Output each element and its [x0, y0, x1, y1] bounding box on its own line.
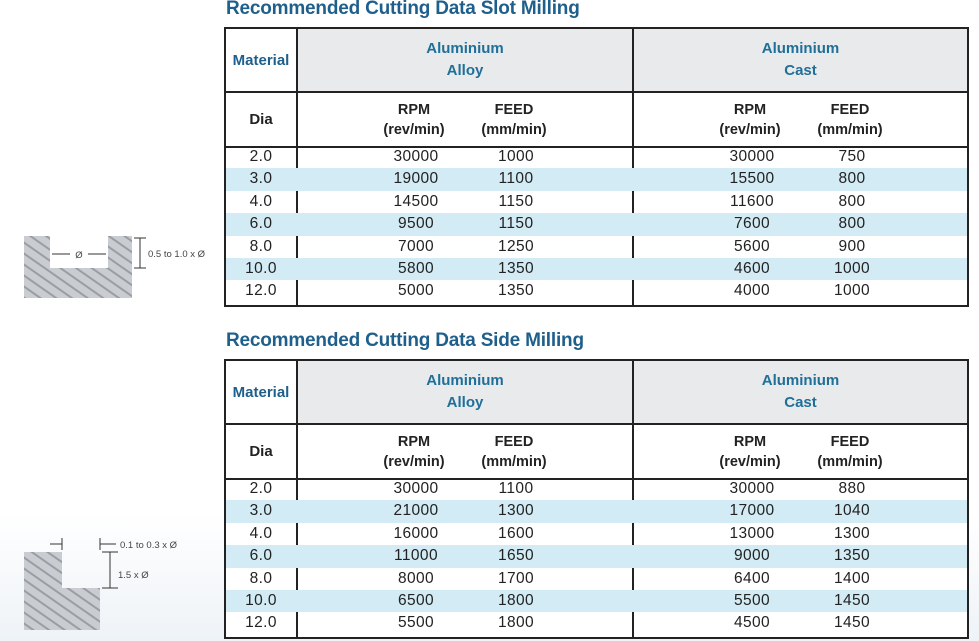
cast-feed-cell: 1450	[833, 614, 871, 632]
dia-cell: 6.0	[249, 215, 273, 233]
side-milling-table	[224, 359, 969, 639]
alloy-rpm-cell: 9500	[397, 215, 435, 233]
rpm-unit: (rev/min)	[719, 121, 781, 138]
cast-rpm-cell: 6400	[733, 569, 771, 587]
table-header-units	[226, 425, 967, 480]
table-row	[226, 168, 967, 190]
alloy-feed-cell: 1100	[498, 480, 534, 497]
alloy-feed-cell: 1150	[498, 215, 534, 233]
alloy-rpm-cell: 6500	[397, 591, 435, 609]
cast-rpm-cell: 5600	[733, 237, 771, 255]
feed-header	[464, 93, 564, 146]
table-row	[226, 191, 967, 213]
alloy-feed-cell: 1250	[497, 237, 535, 255]
aluminium-cast-header	[634, 29, 967, 91]
workpiece-shape	[24, 236, 132, 298]
cast-rpm-cell: 17000	[729, 502, 775, 520]
side-depth-label: 1.5 x Ø	[118, 570, 149, 581]
alloy-rpm-cell: 11000	[394, 547, 438, 565]
rpm-label: RPM	[397, 101, 431, 118]
alloy-rpm-cell: 5500	[397, 614, 435, 632]
alloy-feed-cell: 1700	[497, 569, 535, 587]
table-row	[226, 523, 967, 545]
table-row	[226, 568, 967, 590]
aluminium-cast-header	[634, 361, 967, 423]
alloy-rpm-cell: 14500	[393, 192, 439, 210]
table-row	[226, 500, 967, 522]
rpm-label: RPM	[733, 433, 767, 450]
diameter-symbol: Ø	[75, 250, 83, 261]
feed-label: FEED	[830, 101, 870, 118]
rpm-header	[700, 425, 800, 478]
side-milling-title: Recommended Cutting Data Side Milling	[226, 330, 584, 351]
alloy-feed-cell: 1800	[497, 591, 535, 609]
feed-label: FEED	[830, 433, 870, 450]
slot-depth-label: 0.5 to 1.0 x Ø	[148, 249, 206, 260]
feed-label: FEED	[494, 101, 534, 118]
cast-rpm-cell: 11600	[730, 192, 774, 210]
alloy-feed-cell: 1600	[497, 524, 535, 542]
rpm-unit: (rev/min)	[383, 121, 445, 138]
cast-rpm-cell: 4500	[733, 614, 771, 632]
cast-rpm-cell: 4000	[733, 282, 771, 300]
table-header-groups	[226, 29, 967, 93]
workpiece-shape	[24, 552, 100, 630]
slot-milling-sketch	[20, 230, 220, 302]
group-line: Cast	[784, 62, 817, 79]
dia-cell: 8.0	[249, 237, 273, 255]
slot-milling-title: Recommended Cutting Data Slot Milling	[226, 0, 580, 19]
feed-label: FEED	[494, 433, 534, 450]
alloy-feed-cell: 1800	[497, 614, 535, 632]
group-line: Cast	[784, 394, 817, 411]
cast-feed-cell: 800	[838, 215, 866, 233]
cast-feed-cell: 1400	[833, 569, 871, 587]
cast-feed-cell: 1000	[833, 259, 871, 277]
cast-feed-cell: 1040	[833, 502, 871, 520]
cast-rpm-cell: 30000	[729, 480, 775, 497]
group-line: Aluminium	[426, 372, 504, 389]
alloy-rpm-cell: 8000	[397, 569, 435, 587]
cast-rpm-cell: 13000	[729, 524, 775, 542]
alloy-rpm-cell: 5000	[397, 282, 435, 300]
alloy-rpm-cell: 5800	[397, 259, 435, 277]
table-row	[226, 478, 967, 500]
feed-unit: (mm/min)	[481, 453, 547, 470]
alloy-feed-cell: 1300	[497, 502, 535, 520]
cast-feed-cell: 1450	[833, 591, 871, 609]
alloy-rpm-cell: 16000	[393, 524, 439, 542]
rpm-label: RPM	[397, 433, 431, 450]
feed-unit: (mm/min)	[817, 453, 883, 470]
cast-feed-cell: 750	[838, 148, 866, 165]
alloy-rpm-cell: 19000	[393, 170, 439, 188]
feed-header	[464, 425, 564, 478]
alloy-rpm-cell: 30000	[393, 480, 439, 497]
dia-cell: 6.0	[249, 547, 273, 565]
aluminium-alloy-header	[298, 361, 634, 423]
dia-cell: 10.0	[245, 259, 277, 277]
group-line: Alloy	[446, 394, 484, 411]
dia-cell: 2.0	[249, 480, 273, 497]
alloy-feed-cell: 1350	[497, 282, 535, 300]
rpm-header	[364, 93, 464, 146]
cast-rpm-cell: 15500	[729, 170, 775, 188]
cast-rpm-cell: 30000	[729, 148, 775, 165]
table-row	[226, 612, 967, 634]
group-line: Aluminium	[761, 40, 840, 57]
table-row	[226, 146, 967, 168]
rpm-header	[364, 425, 464, 478]
cast-feed-cell: 1300	[833, 524, 871, 542]
cast-feed-cell: 1000	[833, 282, 871, 300]
cast-feed-cell: 900	[838, 237, 866, 255]
rpm-unit: (rev/min)	[383, 453, 445, 470]
aluminium-alloy-header	[298, 29, 634, 91]
feed-header	[800, 425, 900, 478]
dia-cell: 12.0	[245, 614, 277, 632]
cast-rpm-cell: 4600	[733, 259, 771, 277]
dia-cell: 12.0	[245, 282, 277, 300]
dia-cell: 10.0	[245, 591, 277, 609]
table-row	[226, 213, 967, 235]
dia-cell: 3.0	[249, 170, 273, 188]
alloy-feed-cell: 1100	[498, 170, 534, 188]
table-row	[226, 258, 967, 280]
side-width-label: 0.1 to 0.3 x Ø	[120, 540, 178, 551]
table-header-units	[226, 93, 967, 148]
table-row	[226, 280, 967, 302]
table-body	[226, 478, 967, 635]
dia-cell: 8.0	[249, 569, 273, 587]
cast-rpm-cell: 9000	[733, 547, 771, 565]
cast-feed-cell: 800	[838, 170, 866, 188]
dia-cell: 3.0	[249, 502, 273, 520]
material-header: Material	[226, 361, 298, 423]
dia-header: Dia	[226, 425, 298, 478]
feed-unit: (mm/min)	[817, 121, 883, 138]
cast-rpm-cell: 5500	[733, 591, 771, 609]
alloy-rpm-cell: 21000	[393, 502, 439, 520]
alloy-feed-cell: 1150	[498, 192, 534, 210]
dia-cell: 2.0	[249, 148, 273, 165]
table-row	[226, 545, 967, 567]
side-milling-sketch	[20, 534, 220, 634]
rpm-label: RPM	[733, 101, 767, 118]
rpm-unit: (rev/min)	[719, 453, 781, 470]
alloy-rpm-cell: 7000	[397, 237, 435, 255]
cast-feed-cell: 1350	[833, 547, 871, 565]
alloy-feed-cell: 1350	[497, 259, 535, 277]
table-row	[226, 236, 967, 258]
cast-feed-cell: 800	[838, 192, 866, 210]
cast-rpm-cell: 7600	[733, 215, 771, 233]
feed-unit: (mm/min)	[481, 121, 547, 138]
group-line: Aluminium	[761, 372, 840, 389]
table-body	[226, 146, 967, 303]
slot-milling-table	[224, 27, 969, 307]
feed-header	[800, 93, 900, 146]
dia-cell: 4.0	[249, 192, 273, 210]
alloy-feed-cell: 1650	[497, 547, 535, 565]
group-line: Aluminium	[426, 40, 504, 57]
table-row	[226, 590, 967, 612]
table-header-groups	[226, 361, 967, 425]
cast-feed-cell: 880	[838, 480, 866, 497]
alloy-feed-cell: 1000	[497, 148, 535, 165]
group-line: Alloy	[446, 62, 484, 79]
dia-cell: 4.0	[249, 524, 273, 542]
dia-header: Dia	[226, 93, 298, 146]
rpm-header	[700, 93, 800, 146]
material-header: Material	[226, 29, 298, 91]
alloy-rpm-cell: 30000	[393, 148, 439, 165]
